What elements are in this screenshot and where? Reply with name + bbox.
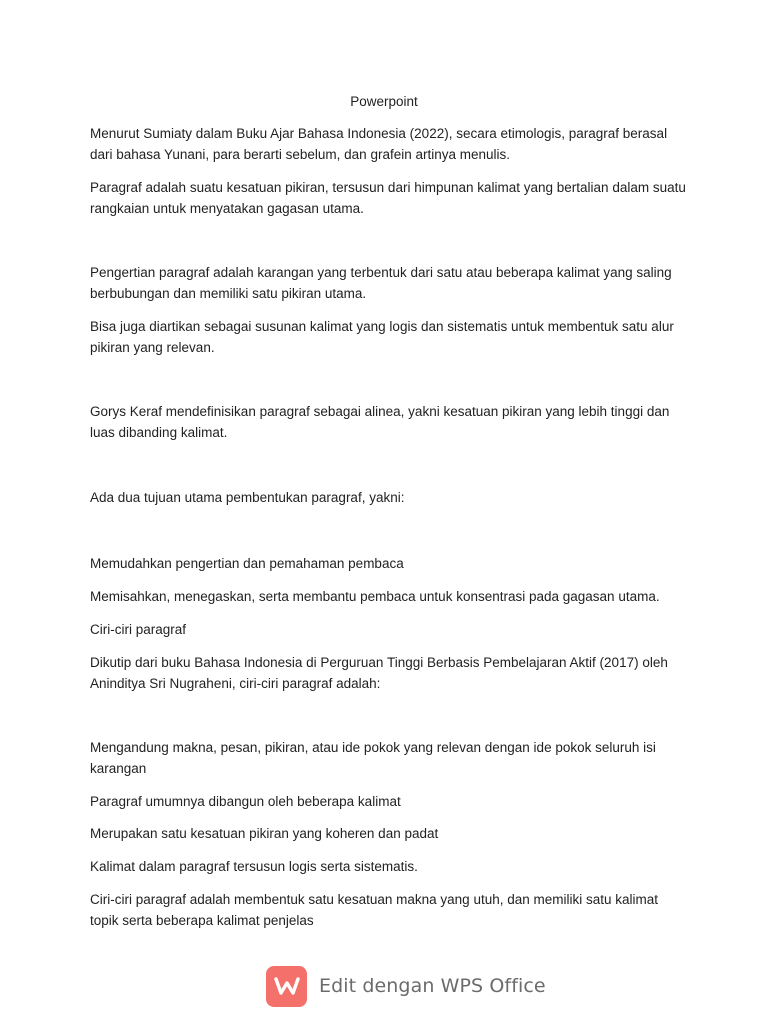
wps-logo-icon (266, 966, 307, 1007)
paragraph-tujuan-2: Memisahkan, menegaskan, serta membantu pembaca untuk konsentrasi pada gagasan utama. (90, 589, 660, 604)
paragraph-definisi: Paragraf adalah suatu kesatuan pikiran, tersusun dari himpunan kalimat yang bertalian dalam suatu rangkaian untuk menyatakan gagasan utama. (90, 180, 686, 216)
paragraph-ciri-1: Mengandung makna, pesan, pikiran, atau ide pokok yang relevan dengan ide pokok seluruh isi karangan (90, 740, 656, 776)
paragraph-dikutip: Dikutip dari buku Bahasa Indonesia di Perguruan Tinggi Berbasis Pembelajaran Aktif (2017) oleh Aninditya Sri Nugraheni, ciri-ciri paragraf adalah: (90, 655, 668, 691)
paragraph-ciri-4: Kalimat dalam paragraf tersusun logis serta sistematis. (90, 859, 418, 874)
edit-wps-office-label: Edit dengan WPS Office (319, 975, 546, 997)
document-title: Powerpoint (350, 94, 418, 109)
paragraph-diartikan: Bisa juga diartikan sebagai susunan kalimat yang logis dan sistematis untuk membentuk satu alur pikiran yang relevan. (90, 319, 674, 355)
paragraph-gorys-keraf: Gorys Keraf mendefinisikan paragraf sebagai alinea, yakni kesatuan pikiran yang lebih tinggi dan luas dibanding kalimat. (90, 404, 670, 440)
paragraph-ciri-2: Paragraf umumnya dibangun oleh beberapa kalimat (90, 794, 401, 809)
paragraph-tujuan-1: Memudahkan pengertian dan pemahaman pembaca (90, 556, 404, 571)
paragraph-ciri-5: Ciri-ciri paragraf adalah membentuk satu kesatuan makna yang utuh, dan memiliki satu kalimat topik serta beberapa kalimat penjelas (90, 892, 659, 928)
paragraph-ciri-3: Merupakan satu kesatuan pikiran yang koheren dan padat (90, 826, 439, 841)
paragraph-ciri-heading: Ciri-ciri paragraf (90, 622, 187, 637)
paragraph-tujuan-intro: Ada dua tujuan utama pembentukan paragraf, yakni: (90, 490, 405, 505)
edit-wps-office-button[interactable] (266, 965, 546, 1007)
paragraph-etimologi: Menurut Sumiaty dalam Buku Ajar Bahasa Indonesia (2022), secara etimologis, paragraf berasal dari bahasa Yunani, para berarti sebelum, dan grafein artinya menulis. (90, 126, 668, 162)
paragraph-pengertian: Pengertian paragraf adalah karangan yang terbentuk dari satu atau beberapa kalimat yang saling berbubungan dan memiliki satu pikiran utama. (90, 265, 672, 301)
